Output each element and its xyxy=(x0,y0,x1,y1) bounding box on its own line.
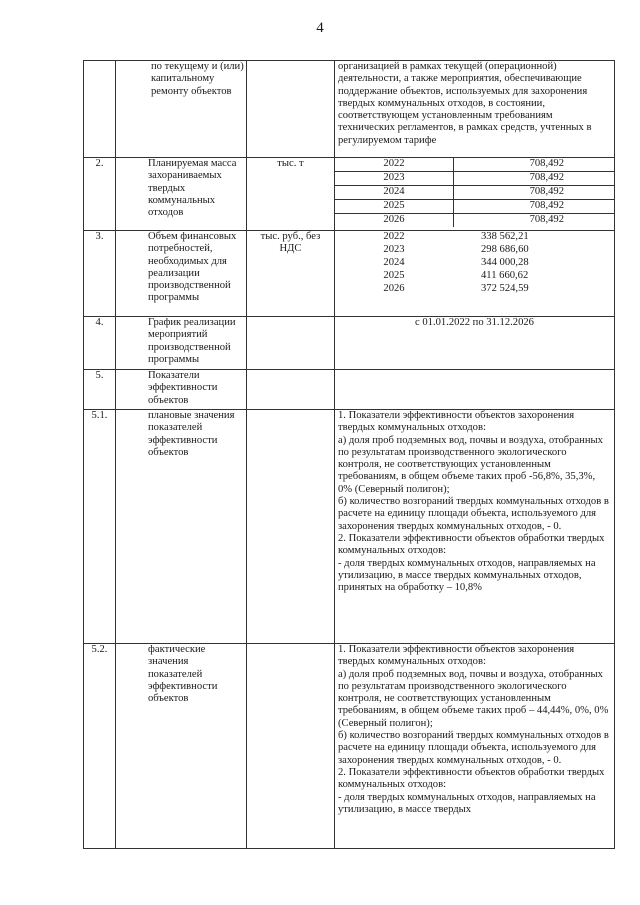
amount: 708,492 xyxy=(454,158,615,172)
year: 2024 xyxy=(335,186,454,200)
value-row xyxy=(335,283,614,296)
row-number: 5.1. xyxy=(84,410,116,644)
values-cell xyxy=(335,231,615,317)
amount: 372 524,59 xyxy=(481,283,529,294)
row-unit xyxy=(247,370,335,410)
table-row xyxy=(84,644,615,849)
indicators-cell xyxy=(335,644,615,849)
indicator-text: б) количество возгораний твердых коммунальных отходов в расчете на единицу площади объекта, используемого для захоронения твердых коммунальных отходов, - 0. xyxy=(338,730,609,766)
row-number: 5.2. xyxy=(84,644,116,849)
amount: 708,492 xyxy=(454,200,615,214)
row-number: 5. xyxy=(84,370,116,410)
row-name: Планируемая масса захораниваемых твердых коммунальных отходов xyxy=(116,158,247,231)
amount: 298 686,60 xyxy=(481,244,529,255)
indicator-text: - доля твердых коммунальных отходов, направляемых на утилизацию, в массе твердых коммунальных отходов, принятых на обработку – 10,8% xyxy=(338,557,596,594)
row-name: фактические значения показателей эффективности объектов xyxy=(116,644,247,849)
amount: 708,492 xyxy=(529,214,564,225)
year: 2026 xyxy=(383,283,405,294)
amount: 338 562,21 xyxy=(481,231,529,242)
year: 2023 xyxy=(335,172,454,186)
row-unit xyxy=(247,410,335,644)
year: 2024 xyxy=(383,257,405,268)
row-unit xyxy=(247,317,335,370)
indicator-text: 1. Показатели эффективности объектов захоронения твердых коммунальных отходов: xyxy=(338,410,575,434)
row-unit: тыс. т xyxy=(247,158,335,231)
year: 2026 xyxy=(335,214,454,228)
amount: 708,492 xyxy=(454,172,615,186)
value-row xyxy=(335,214,614,228)
indicator-text: 2. Показатели эффективности объектов обработки твердых коммунальных отходов: xyxy=(338,532,605,557)
values-table xyxy=(335,231,614,296)
row-unit: тыс. руб., без НДС xyxy=(247,231,335,317)
value-row xyxy=(335,244,614,257)
indicator-text: а) доля проб подземных вод, почвы и воздуха, отобранных по результатам производственного экологического контроля, не соответствующих установленным требованиям, в общем объеме таких проб -56,8%, 35,3%, 0% (Северный полигон); xyxy=(338,434,603,495)
table-row xyxy=(84,370,615,410)
row-value xyxy=(335,370,615,410)
amount: 344 000,28 xyxy=(481,257,529,268)
amount: 411 660,62 xyxy=(481,270,529,281)
values-table xyxy=(335,158,614,227)
table-row xyxy=(84,158,615,231)
row-name: плановые значения показателей эффективности объектов xyxy=(116,410,247,644)
value-row xyxy=(335,158,614,172)
year: 2025 xyxy=(383,270,405,281)
row-name: Объем финансовых потребностей, необходимых для реализации производственной программы xyxy=(116,231,247,317)
year: 2022 xyxy=(383,231,405,242)
row-number xyxy=(84,61,116,158)
row-number: 3. xyxy=(84,231,116,317)
table-row xyxy=(84,410,615,644)
row-name: График реализации мероприятий производственной программы xyxy=(116,317,247,370)
values-cell xyxy=(335,158,615,231)
table-row xyxy=(84,61,615,158)
value-row xyxy=(335,231,614,244)
value-row xyxy=(335,257,614,270)
table-row xyxy=(84,317,615,370)
value-row xyxy=(335,186,614,200)
row-unit xyxy=(247,61,335,158)
year: 2023 xyxy=(383,244,405,255)
value-row xyxy=(335,200,614,214)
row-name: Показатели эффективности объектов xyxy=(116,370,247,410)
indicator-text: 1. Показатели эффективности объектов захоронения твердых коммунальных отходов: xyxy=(338,644,575,668)
amount: 708,492 xyxy=(454,186,615,200)
indicator-text: - доля твердых коммунальных отходов, направляемых на утилизацию, в массе твердых xyxy=(338,791,596,815)
indicators-cell xyxy=(335,410,615,644)
page-number: 4 xyxy=(316,20,324,36)
year: 2022 xyxy=(335,158,454,172)
table-row xyxy=(84,231,615,317)
row-unit xyxy=(247,644,335,849)
indicator-text: 2. Показатели эффективности объектов обработки твердых коммунальных отходов: xyxy=(338,766,605,791)
row-value: с 01.01.2022 по 31.12.2026 xyxy=(335,317,615,370)
indicator-text: а) доля проб подземных вод, почвы и воздуха, отобранных по результатам производственного экологического контроля, не соответствующих установленным требованиям, в общем объеме таких проб – 44,44%, 0%, 0% (Северный полигон); xyxy=(338,668,609,729)
program-table xyxy=(83,60,615,849)
row-value: организацией в рамках текущей (операционной) деятельности, а также мероприятия, обеспечивающие поддержание объектов, используемых для захоронения твердых коммунальных отходов, в состоянии, соответствующем установленным требованиям технических регламентов, в рамках средств, учтенных в регулируемом тарифе xyxy=(335,61,615,158)
year: 2025 xyxy=(335,200,454,214)
row-number: 2. xyxy=(84,158,116,231)
value-row xyxy=(335,270,614,283)
row-name: по текущему и (или) капитальному ремонту объектов xyxy=(116,61,247,158)
row-number: 4. xyxy=(84,317,116,370)
indicator-text: б) количество возгораний твердых коммунальных отходов в расчете на единицу площади объекта, используемого для захоронения твердых коммунальных отходов, - 0. xyxy=(338,496,609,532)
value-row xyxy=(335,172,614,186)
